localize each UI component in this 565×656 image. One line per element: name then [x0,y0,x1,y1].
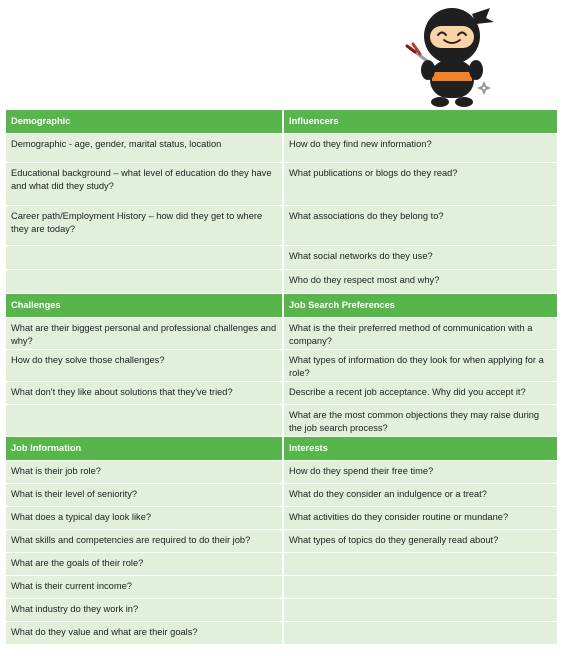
table-row [6,530,557,553]
table-cell: What is the their preferred method of communication with a company? [282,318,557,350]
table-row [6,599,557,622]
table-cell: How do they spend their free time? [282,461,557,484]
table-cell [6,270,282,294]
section-header-job-search-preferences: Job Search Preferences [282,294,557,318]
table-cell: What do they value and what are their goals? [6,622,282,645]
section-header-row [6,294,557,318]
section-header-challenges: Challenges [6,294,282,318]
section-header-demographic: Demographic [6,110,282,134]
table-cell [6,405,282,437]
table-row [6,350,557,382]
table-cell: What is their level of seniority? [6,484,282,507]
section-header-row [6,437,557,461]
table-cell: What don't they like about solutions that they've tried? [6,382,282,405]
table-cell: Career path/Employment History – how did they get to where they are today? [6,206,282,246]
section-header-job-information: Job Information [6,437,282,461]
table-cell: How do they solve those challenges? [6,350,282,382]
table-cell: What are the most common objections they may raise during the job search process? [282,405,557,437]
table-cell: What types of information do they look for when applying for a role? [282,350,557,382]
table-cell [282,622,557,645]
table-row [6,163,557,206]
table-cell: Demographic - age, gender, marital status, location [6,134,282,163]
table-cell: What associations do they belong to? [282,206,557,246]
table-row [6,382,557,405]
table-cell [282,599,557,622]
table-cell: What social networks do they use? [282,246,557,270]
table-cell: What types of topics do they generally read about? [282,530,557,553]
table-cell: How do they find new information? [282,134,557,163]
table-cell [282,553,557,576]
table-cell: Educational background – what level of education do they have and what did they study? [6,163,282,206]
section-header-interests: Interests [282,437,557,461]
table-cell: What are their biggest personal and professional challenges and why? [6,318,282,350]
section-header-row [6,110,557,134]
table-row [6,405,557,437]
table-cell: What activities do they consider routine or mundane? [282,507,557,530]
table-cell: What are the goals of their role? [6,553,282,576]
table-row [6,246,557,270]
table-cell: What is their current income? [6,576,282,599]
table-cell: What industry do they work in? [6,599,282,622]
ninja-mascot-icon [404,4,500,108]
table-cell: What publications or blogs do they read? [282,163,557,206]
table-cell [282,576,557,599]
table-row [6,622,557,645]
persona-table [6,110,557,645]
table-row [6,206,557,246]
table-row [6,576,557,599]
table-row [6,134,557,163]
table-cell: Describe a recent job acceptance. Why did you accept it? [282,382,557,405]
table-row [6,553,557,576]
table-row [6,461,557,484]
section-header-influencers: Influencers [282,110,557,134]
table-cell: What is their job role? [6,461,282,484]
table-cell: Who do they respect most and why? [282,270,557,294]
table-row [6,484,557,507]
table-cell: What skills and competencies are required to do their job? [6,530,282,553]
shuriken-icon [477,81,491,95]
table-cell: What do they consider an indulgence or a treat? [282,484,557,507]
table-row [6,507,557,530]
table-row [6,318,557,350]
table-row [6,270,557,294]
table-cell [6,246,282,270]
table-cell: What does a typical day look like? [6,507,282,530]
